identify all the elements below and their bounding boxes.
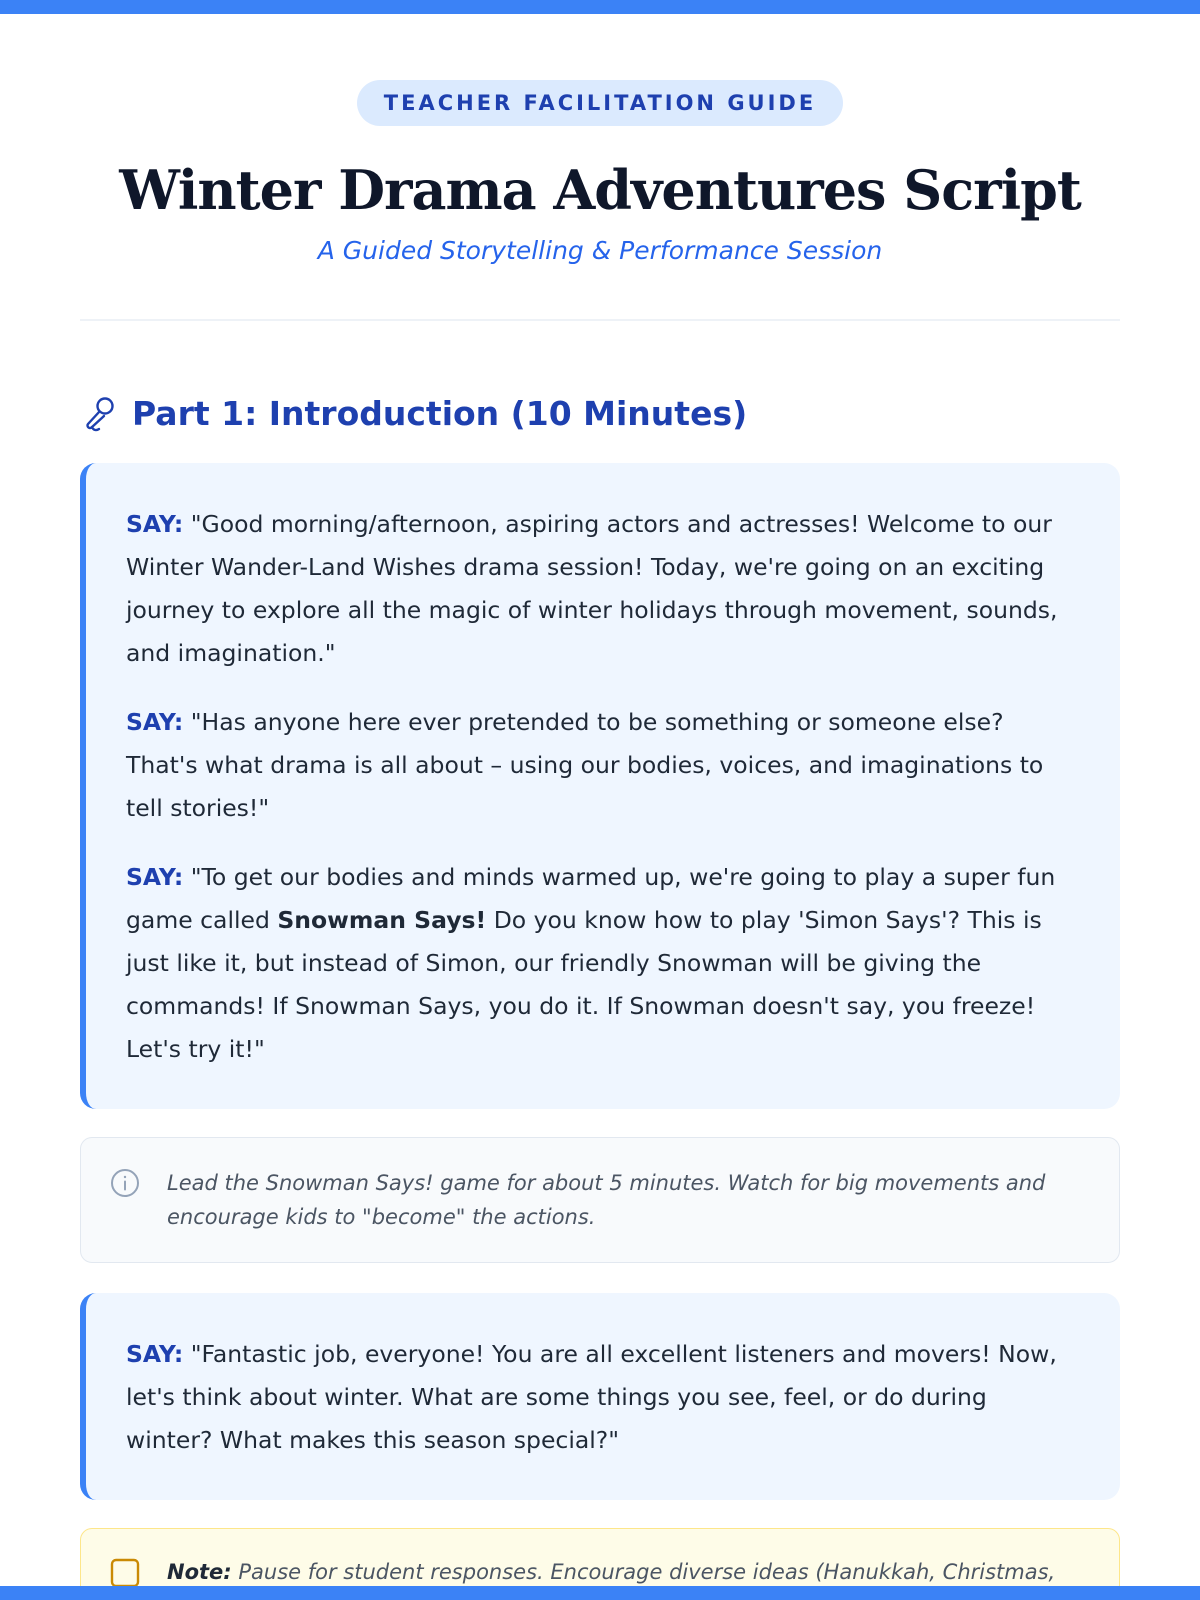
guide-badge: TEACHER FACILITATION GUIDE	[357, 80, 843, 126]
bottom-accent-bar	[0, 1586, 1200, 1600]
note-body: Pause for student responses. Encourage diverse ideas (Hanukkah, Christmas,	[231, 1560, 1056, 1584]
say-paragraph	[126, 503, 1076, 675]
say-box	[80, 463, 1120, 1109]
say-label: SAY:	[126, 708, 184, 736]
say-text: "To get our bodies and minds warmed up, we're going to play a super fun game called	[126, 863, 1056, 934]
checkbox-icon	[109, 1557, 141, 1589]
tip-text: Lead the Snowman Says! game for about 5 minutes. Watch for big movements and encourage kids to "become" the actions.	[167, 1171, 1046, 1229]
microphone-icon	[80, 393, 120, 433]
section-title: Part 1: Introduction (10 Minutes)	[132, 393, 748, 433]
say-paragraph	[126, 856, 1076, 1071]
game-name: Snowman Says!	[277, 906, 487, 934]
say-text: "Has anyone here ever pretended to be something or someone else? That's what drama is all about – using our bodies, voices, and imaginations to tell stories!"	[126, 708, 1044, 822]
facilitator-tip	[80, 1137, 1120, 1263]
say-paragraph	[126, 701, 1076, 830]
say-text: "Good morning/afternoon, aspiring actors and actresses! Welcome to our Winter Wander-Land Wishes drama session! Today, we're going on an exciting journey to explore all the magic of winter holidays through movement, sounds, and imagination."	[126, 510, 1058, 667]
note-label: Note:	[167, 1560, 232, 1584]
document-header	[80, 0, 1120, 265]
say-box	[80, 1293, 1120, 1500]
section-header	[80, 393, 1120, 433]
say-paragraph	[126, 1333, 1076, 1462]
header-divider	[80, 319, 1120, 321]
say-text: Do you know how to play 'Simon Says'? This is just like it, but instead of Simon, our friendly Snowman will be giving the commands! If Snowman Says, you do it. If Snowman doesn't say, you freeze! Let's try it!"	[126, 906, 1042, 1063]
page-subtitle: A Guided Storytelling & Performance Session	[317, 236, 883, 265]
info-icon	[109, 1167, 141, 1199]
say-label: SAY:	[126, 1340, 184, 1368]
page-title: Winter Drama Adventures Script	[119, 158, 1081, 222]
say-text: "Fantastic job, everyone! You are all excellent listeners and movers! Now, let's think about winter. What are some things you see, feel, or do during winter? What makes this season special?"	[126, 1340, 1057, 1454]
document-page	[80, 0, 1120, 1600]
say-label: SAY:	[126, 510, 184, 538]
say-label: SAY:	[126, 863, 184, 891]
note-text	[167, 1555, 1055, 1589]
